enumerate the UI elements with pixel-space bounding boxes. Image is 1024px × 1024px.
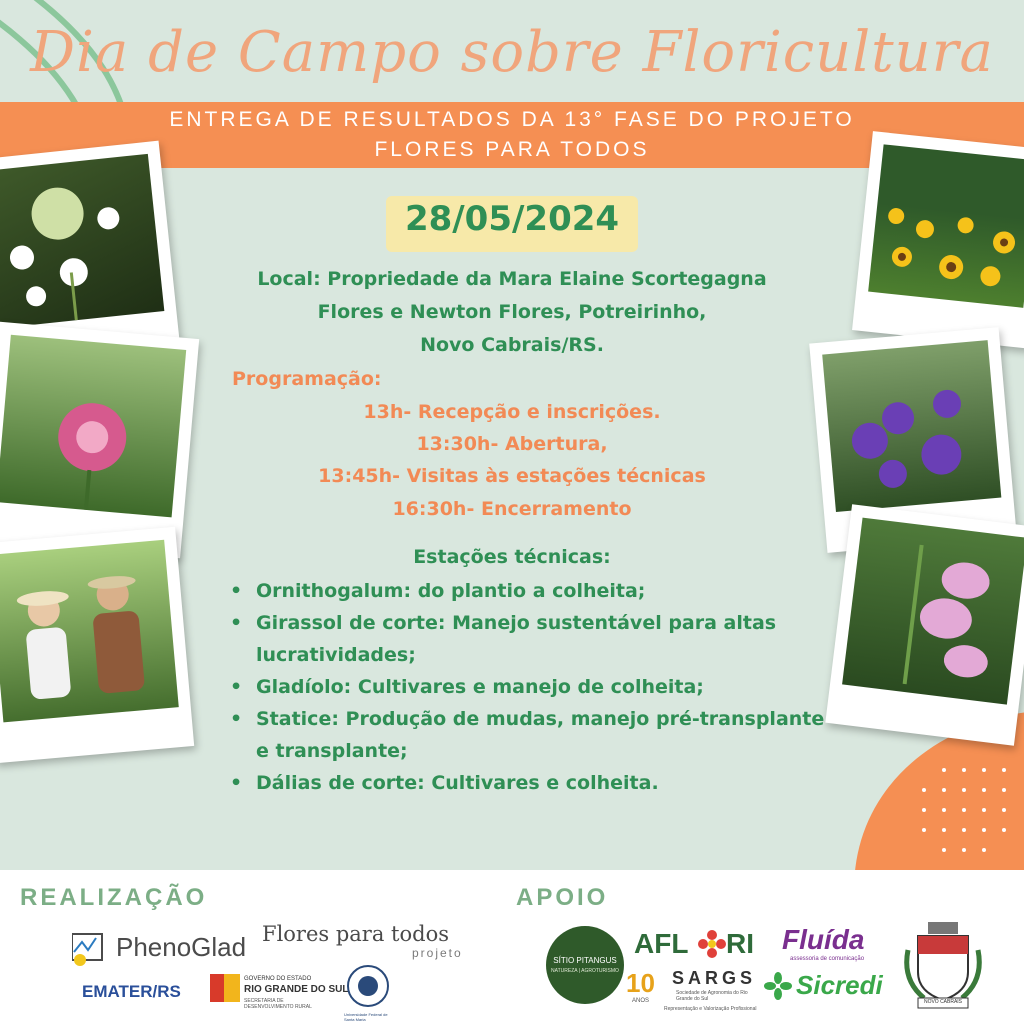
rs-government-logo-icon <box>210 974 240 1002</box>
station-item: • Girassol de corte: Manejo sustentável para altas lucratividades; <box>230 607 830 671</box>
location-line-3: Novo Cabrais/RS. <box>420 334 604 356</box>
banner-line-1: ENTREGA DE RESULTADOS DA 13° FASE DO PROJETO <box>169 108 855 131</box>
aflori-logo-right: RI <box>726 928 754 959</box>
fluida-sub: assessoria de comunicação <box>790 956 865 962</box>
program-item: 13:45h- Visitas às estações técnicas <box>318 465 706 487</box>
sitio-pitangus-name: SÍTIO PITANGUS <box>553 956 617 965</box>
sunflower-field-icon <box>868 144 1024 307</box>
event-date: 28/05/2024 <box>404 199 620 239</box>
sargs-sub2: Representação e Valorização Profissional <box>664 1006 757 1012</box>
station-item: • Statice: Produção de mudas, manejo pré-transplante e transplante; <box>230 703 830 767</box>
poster-title: Dia de Campo sobre Floricultura <box>30 20 994 85</box>
stations-heading: Estações técnicas: <box>413 546 611 568</box>
location-line-1: Local: Propriedade da Mara Elaine Scortegagna <box>257 268 767 290</box>
station-item: • Gladíolo: Cultivares e manejo de colheita; <box>230 671 830 703</box>
fluida-logo: Fluída <box>782 924 865 955</box>
sargs-years: 10 <box>626 968 655 998</box>
stations-list <box>230 575 830 799</box>
rs-gov-top: GOVERNO DO ESTADO <box>244 976 312 982</box>
station-item: • Dálias de corte: Cultivares e colheita. <box>230 767 830 799</box>
sitio-pitangus-sub: NATUREZA | AGROTURISMO <box>551 968 619 974</box>
location-line-2: Flores e Newton Flores, Potreirinho, <box>317 301 707 323</box>
flores-para-todos-sub: projeto <box>412 946 463 960</box>
emater-logo: EMATER/RS <box>82 982 181 1001</box>
program-item: 13:30h- Abertura, <box>416 433 608 455</box>
rs-gov-sub: SECRETARIA DE DESENVOLVIMENTO RURAL <box>244 998 312 1010</box>
phenoglad-logo-icon <box>72 928 118 968</box>
gladiolus-flowers-icon <box>842 518 1024 705</box>
realizacao-heading: REALIZAÇÃO <box>20 884 208 911</box>
flores-para-todos-logo: Flores para todos <box>262 922 449 946</box>
flower-icon <box>698 930 726 958</box>
sitio-pitangus-logo <box>546 926 624 1004</box>
sicredi-logo: Sicredi <box>796 970 883 1000</box>
statice-flowers-icon <box>822 340 1001 512</box>
photo-farmers <box>0 527 194 764</box>
program-item: 13h- Recepção e inscrições. <box>363 401 661 423</box>
photo-gladiolus <box>825 504 1024 746</box>
banner-line-2: FLORES PARA TODOS <box>374 138 650 161</box>
phenoglad-logo: PhenoGlad <box>116 932 247 962</box>
farmers-people-icon <box>0 540 179 723</box>
aflori-logo-left: AFL <box>634 928 689 959</box>
ufsm-logo: Universidade Federal de Santa Maria <box>344 1012 388 1022</box>
sargs-logo: SARGS <box>672 968 757 988</box>
station-item: • Ornithogalum: do plantio a colheita; <box>230 575 830 607</box>
ornithogalum-flowers-icon <box>0 154 164 328</box>
rs-gov-main: RIO GRANDE DO SUL <box>244 984 349 995</box>
dahlia-flower-icon <box>0 335 186 518</box>
sargs-sub: Sociedade de Agronomia do Rio Grande do Sul <box>676 990 748 1002</box>
program-item: 16:30h- Encerramento <box>392 498 632 520</box>
novo-cabrais-banner: NOVO CABRAIS <box>923 999 963 1005</box>
photo-sunflowers <box>852 131 1024 349</box>
program-heading: Programação: <box>232 368 382 390</box>
sargs-anos: ANOS <box>632 998 650 1004</box>
sicredi-logo-icon <box>764 972 792 1000</box>
ufsm-seal-icon <box>346 962 390 1012</box>
apoio-heading: APOIO <box>516 884 609 911</box>
photo-dahlia <box>0 322 199 559</box>
